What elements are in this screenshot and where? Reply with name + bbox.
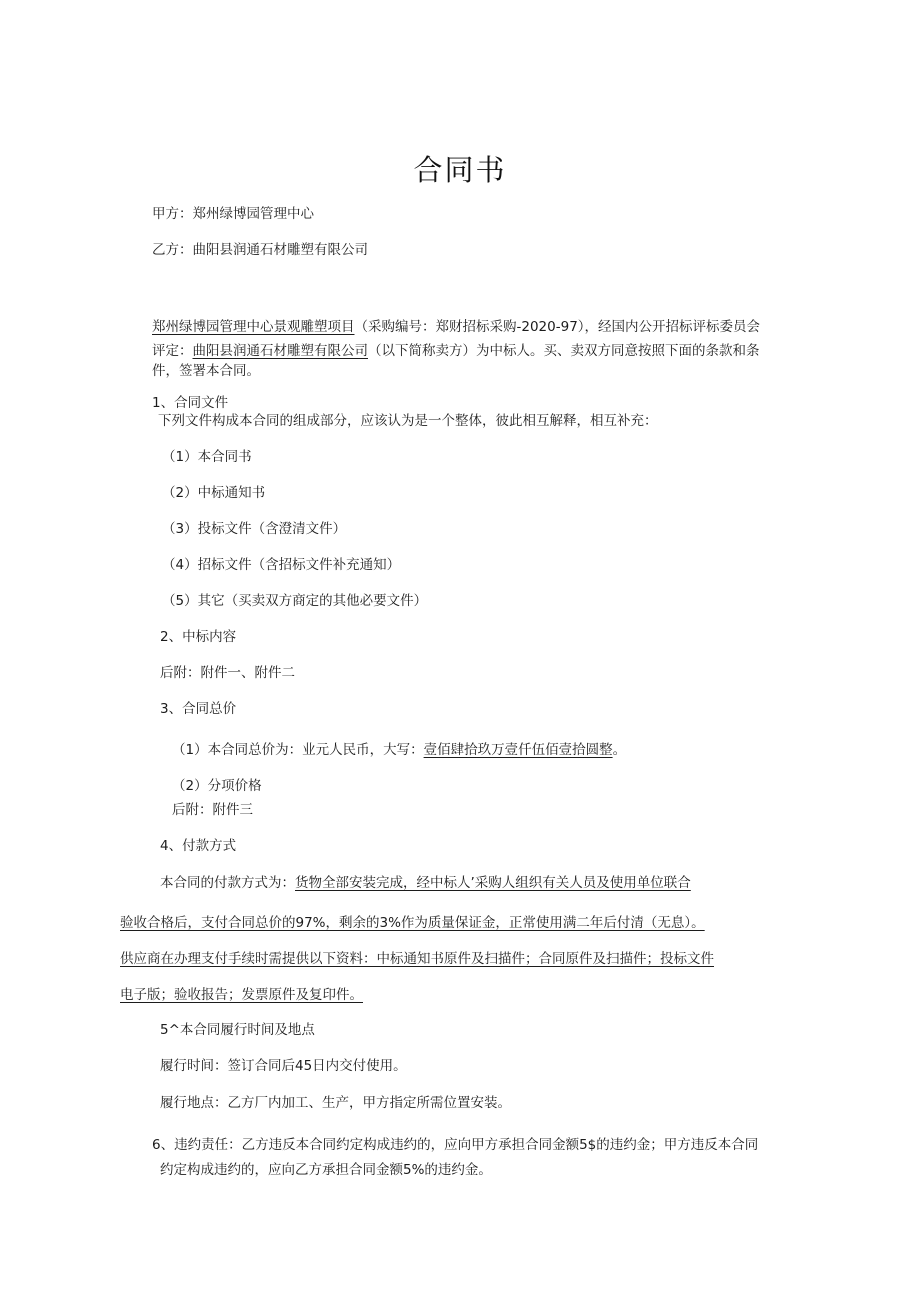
section-5-heading: 5^本合同履行时间及地点	[160, 1022, 315, 1038]
payment-line-3: 供应商在办理支付手续时需提供以下资料：中标通知书原件及扫描件；合同原件及扫描件；投标文件	[120, 951, 714, 967]
section-1-desc: 下列文件构成本合同的组成部分，应该认为是一个整体，彼此相互解释，相互补充：	[158, 413, 658, 429]
intro-line-2	[152, 342, 760, 360]
payment-line-1	[160, 874, 691, 892]
party-a: 甲方：郑州绿博园管理中心	[152, 206, 314, 222]
intro-line-2-rest: （以下简称卖方）为中标人。买、卖双方同意按照下面的条款和条	[368, 343, 760, 359]
itemized-price-heading: （2）分项价格	[172, 778, 262, 794]
section-2-heading: 2、中标内容	[160, 629, 237, 645]
section-4-heading: 4、付款方式	[160, 838, 237, 854]
winner-name: 曲阳县润通石材雕塑有限公司	[192, 343, 368, 359]
section-3-heading: 3、合同总价	[160, 701, 237, 717]
payment-line-4: 电子版；验收报告；发票原件及复印件。	[120, 987, 363, 1003]
list-item: （3）投标文件（含澄清文件）	[162, 521, 347, 537]
intro-line-1-rest: （采购编号：郑财招标采购-2020-97），经国内公开招标评标委员会	[354, 319, 761, 335]
section-2-text: 后附：附件一、附件二	[160, 665, 295, 681]
project-name: 郑州绿博园管理中心景观雕塑项目	[152, 319, 355, 335]
document-title: 合同书	[413, 153, 507, 187]
list-item: （2）中标通知书	[162, 485, 266, 501]
list-item: （4）招标文件（含招标文件补充通知）	[162, 557, 401, 573]
payment-line-2: 验收合格后，支付合同总价的97%，剩余的3%作为质量保证金，正常使用满二年后付清（无息）。	[120, 915, 705, 931]
performance-time: 履行时间：签订合同后45日内交付使用。	[160, 1058, 407, 1074]
payment-prefix: 本合同的付款方式为：	[160, 875, 295, 891]
intro-line-2-prefix: 评定：	[152, 343, 193, 359]
itemized-price-text: 后附：附件三	[172, 802, 253, 818]
payment-terms: 货物全部安装完成，经中标人’采购人组织有关人员及使用单位联合	[295, 875, 691, 891]
total-price-amount: 壹佰肆拾玖万壹仟伍佰壹拾圆整	[423, 742, 613, 758]
total-price-suffix: 。	[612, 742, 627, 758]
performance-place: 履行地点：乙方厂内加工、生产，甲方指定所需位置安装。	[160, 1095, 511, 1111]
total-price-prefix: （1）本合同总价为：业元人民币，大写：	[172, 742, 424, 758]
list-item: （1）本合同书	[162, 449, 252, 465]
liability-line-2: 约定构成违约的，应向乙方承担合同金额5%的违约金。	[160, 1162, 492, 1178]
intro-line-1	[152, 318, 760, 336]
section-1-heading: 1、合同文件	[152, 395, 229, 411]
party-b: 乙方：曲阳县润通石材雕塑有限公司	[152, 242, 368, 258]
list-item: （5）其它（买卖双方商定的其他必要文件）	[162, 593, 428, 609]
intro-line-3: 件，签署本合同。	[152, 363, 260, 379]
liability-line-1: 6、违约责任：乙方违反本合同约定构成违约的，应向甲方承担合同金额5$的违约金；甲方违反本合同	[152, 1137, 759, 1153]
total-price-line	[172, 741, 626, 759]
